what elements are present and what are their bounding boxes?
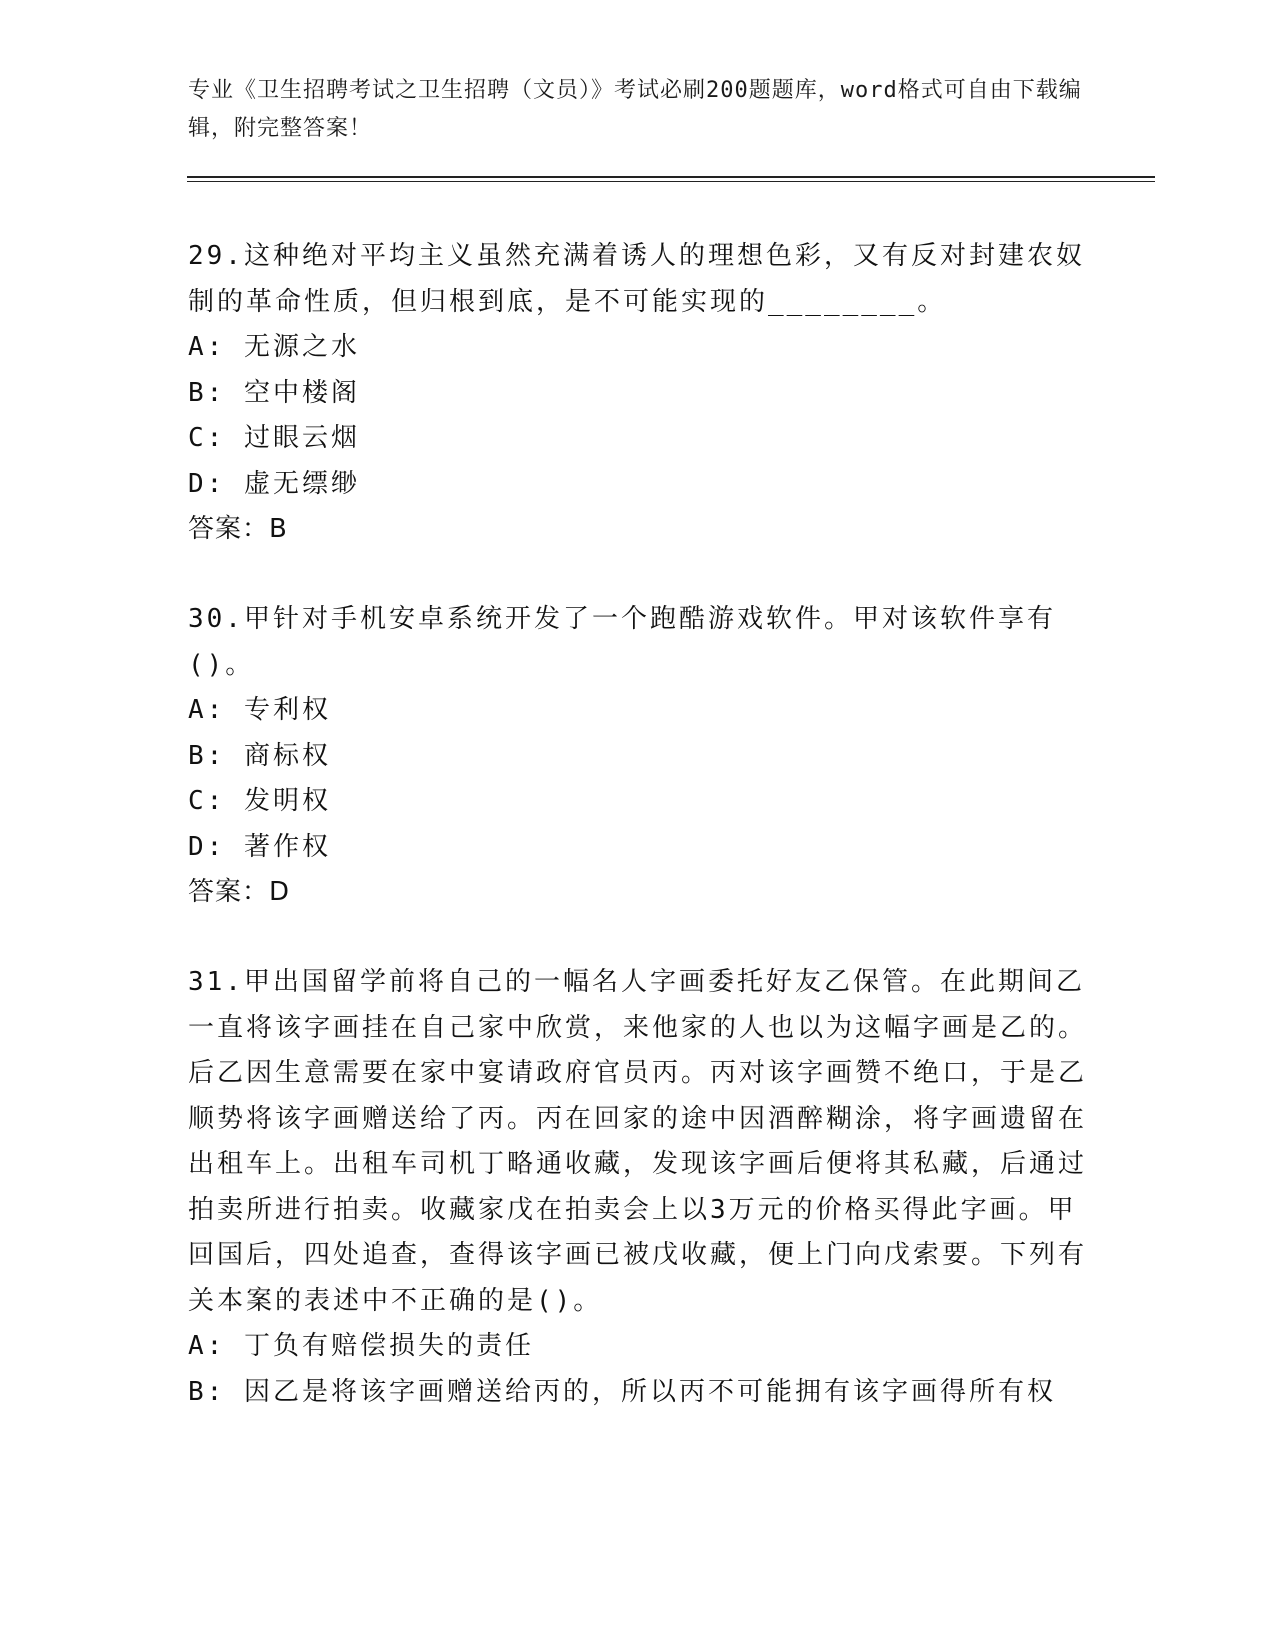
answer-line: 答案：B [188, 514, 288, 544]
header-divider-thick [187, 176, 1155, 178]
option-b: B: 商标权 [188, 740, 331, 771]
option-b: B: 空中楼阁 [188, 377, 360, 408]
option-c: C: 过眼云烟 [188, 423, 360, 453]
option-a: A: 无源之水 [188, 332, 360, 362]
question-31 [188, 960, 1088, 1415]
question-29 [188, 234, 1088, 553]
question-stem: 31.甲出国留学前将自己的一幅名人字画委托好友乙保管。在此期间乙一直将该字画挂在自己家中欣赏，来他家的人也以为这幅字画是乙的。后乙因生意需要在家中宴请政府官员丙。丙对该字画赞不绝口，于是乙顺势将该字画赠送给了丙。丙在回家的途中因酒醉糊涂，将字画遗留在出租车上。出租车司机丁略通收藏，发现该字画后便将其私藏，后通过拍卖所进行拍卖。收藏家戊在拍卖会上以3万元的价格买得此字画。甲回国后，四处追查，查得该字画已被戊收藏，便上门向戊索要。下列有关本案的表述中不正确的是()。 [188, 967, 1088, 1316]
answer-line: 答案：D [188, 877, 291, 907]
question-stem: 30.甲针对手机安卓系统开发了一个跑酷游戏软件。甲对该软件享有()。 [188, 604, 1056, 680]
option-c: C: 发明权 [188, 786, 331, 816]
option-d: D: 虚无缥缈 [188, 468, 360, 499]
question-stem: 29.这种绝对平均主义虽然充满着诱人的理想色彩，又有反对封建农奴制的革命性质，但归根到底，是不可能实现的________。 [188, 241, 1085, 317]
option-a: A: 丁负有赔偿损失的责任 [188, 1331, 534, 1361]
question-30 [188, 597, 1088, 916]
header-divider-thin [187, 181, 1155, 182]
page-header: 专业《卫生招聘考试之卫生招聘（文员）》考试必刷200题题库，word格式可自由下载编辑，附完整答案！ [188, 78, 1082, 141]
option-d: D: 著作权 [188, 831, 331, 862]
option-b: B: 因乙是将该字画赠送给丙的，所以丙不可能拥有该字画得所有权 [188, 1376, 1056, 1407]
option-a: A: 专利权 [188, 695, 331, 725]
